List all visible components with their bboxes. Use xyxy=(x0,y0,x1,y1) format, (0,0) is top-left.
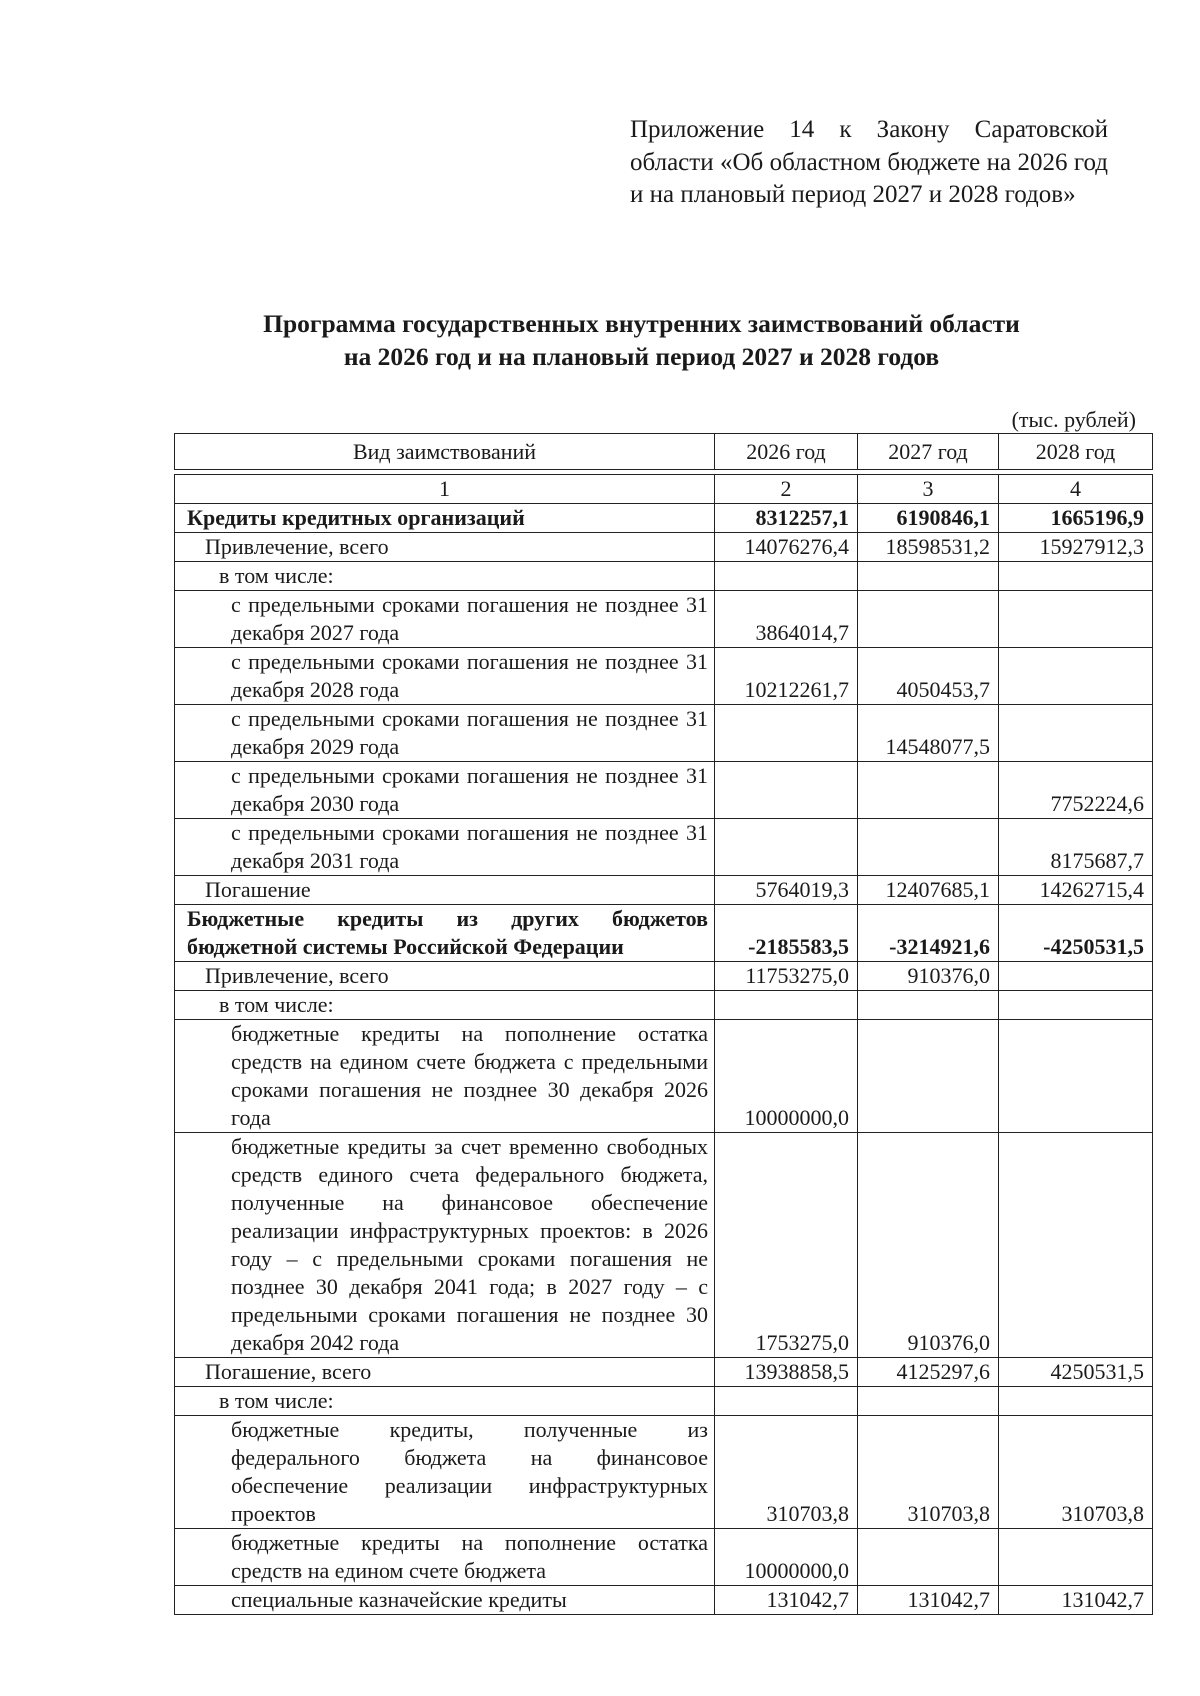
value-2028 xyxy=(999,591,1153,648)
title-line-1: Программа государственных внутренних заимствований области xyxy=(263,309,1020,338)
value-2028 xyxy=(999,962,1153,991)
table-row xyxy=(175,705,1153,762)
value-2026: 10212261,7 xyxy=(715,648,858,705)
column-number-row xyxy=(175,475,1153,504)
appendix-note: Приложение 14 к Закону Саратовской области «Об областном бюджете на 2026 год и на плановый период 2027 и 2028 годов» xyxy=(630,116,1108,208)
row-label: с предельными сроками погашения не позднее 31 декабря 2030 года xyxy=(175,762,715,819)
value-2028: 4250531,5 xyxy=(999,1358,1153,1387)
column-number: 1 xyxy=(175,475,715,504)
row-label: в том числе: xyxy=(175,1387,715,1416)
table-row xyxy=(175,819,1153,876)
table-row xyxy=(175,762,1153,819)
row-label: в том числе: xyxy=(175,991,715,1020)
value-2027: 310703,8 xyxy=(858,1416,999,1529)
value-2027: 131042,7 xyxy=(858,1586,999,1615)
table-row xyxy=(175,591,1153,648)
value-2027: 910376,0 xyxy=(858,962,999,991)
value-2027: 4050453,7 xyxy=(858,648,999,705)
value-2026: 11753275,0 xyxy=(715,962,858,991)
value-2026: -2185583,5 xyxy=(715,905,858,962)
value-2026: 8312257,1 xyxy=(715,504,858,533)
value-2028 xyxy=(999,562,1153,591)
title-line-2: на 2026 год и на плановый период 2027 и 2028 годов xyxy=(343,342,940,371)
column-number: 4 xyxy=(999,475,1153,504)
value-2026: 13938858,5 xyxy=(715,1358,858,1387)
value-2028 xyxy=(999,705,1153,762)
table-row xyxy=(175,533,1153,562)
value-2026: 310703,8 xyxy=(715,1416,858,1529)
row-label: Погашение, всего xyxy=(175,1358,715,1387)
header-type: Вид заимствований xyxy=(175,434,715,470)
value-2026: 3864014,7 xyxy=(715,591,858,648)
row-label: с предельными сроками погашения не позднее 31 декабря 2028 года xyxy=(175,648,715,705)
row-label: бюджетные кредиты, полученные из федерального бюджета на финансовое обеспечение реализации инфраструктурных проектов xyxy=(175,1416,715,1529)
value-2028 xyxy=(999,991,1153,1020)
row-label: с предельными сроками погашения не позднее 31 декабря 2031 года xyxy=(175,819,715,876)
value-2027 xyxy=(858,562,999,591)
value-2027: -3214921,6 xyxy=(858,905,999,962)
value-2028: 8175687,7 xyxy=(999,819,1153,876)
table-row xyxy=(175,991,1153,1020)
value-2027: 14548077,5 xyxy=(858,705,999,762)
table-row xyxy=(175,1586,1153,1615)
value-2026: 5764019,3 xyxy=(715,876,858,905)
table-row xyxy=(175,905,1153,962)
value-2028 xyxy=(999,1020,1153,1133)
row-label: Кредиты кредитных организаций xyxy=(175,504,715,533)
row-label: с предельными сроками погашения не позднее 31 декабря 2027 года xyxy=(175,591,715,648)
value-2027 xyxy=(858,1020,999,1133)
value-2027: 12407685,1 xyxy=(858,876,999,905)
value-2026 xyxy=(715,1387,858,1416)
value-2026 xyxy=(715,705,858,762)
borrowing-table xyxy=(174,433,1152,1615)
row-label: бюджетные кредиты на пополнение остатка средств на едином счете бюджета с предельными сроками погашения не позднее 30 декабря 2026 года xyxy=(175,1020,715,1133)
header-2028: 2028 год xyxy=(999,434,1153,470)
value-2026 xyxy=(715,762,858,819)
row-label: Привлечение, всего xyxy=(175,533,715,562)
column-number: 3 xyxy=(858,475,999,504)
units-label: (тыс. рублей) xyxy=(1011,407,1136,432)
value-2026 xyxy=(715,819,858,876)
table-row xyxy=(175,962,1153,991)
value-2028 xyxy=(999,1387,1153,1416)
table-row xyxy=(175,1358,1153,1387)
value-2028: 7752224,6 xyxy=(999,762,1153,819)
header-2026: 2026 год xyxy=(715,434,858,470)
value-2027 xyxy=(858,591,999,648)
value-2026: 10000000,0 xyxy=(715,1020,858,1133)
row-label: в том числе: xyxy=(175,562,715,591)
row-label: бюджетные кредиты на пополнение остатка средств на едином счете бюджета xyxy=(175,1529,715,1586)
table-header xyxy=(174,433,1153,470)
value-2028: 14262715,4 xyxy=(999,876,1153,905)
value-2027: 6190846,1 xyxy=(858,504,999,533)
value-2026 xyxy=(715,991,858,1020)
value-2028: 310703,8 xyxy=(999,1416,1153,1529)
value-2028: -4250531,5 xyxy=(999,905,1153,962)
value-2026: 10000000,0 xyxy=(715,1529,858,1586)
value-2027 xyxy=(858,1529,999,1586)
value-2028 xyxy=(999,1133,1153,1358)
value-2027: 910376,0 xyxy=(858,1133,999,1358)
value-2028 xyxy=(999,1529,1153,1586)
row-label: Привлечение, всего xyxy=(175,962,715,991)
table-row xyxy=(175,1529,1153,1586)
table-row xyxy=(175,876,1153,905)
table-row xyxy=(175,504,1153,533)
value-2027 xyxy=(858,819,999,876)
table-row xyxy=(175,562,1153,591)
value-2026: 14076276,4 xyxy=(715,533,858,562)
value-2028: 15927912,3 xyxy=(999,533,1153,562)
row-label: бюджетные кредиты за счет временно свободных средств единого счета федерального бюджета, полученные на финансовое обеспечение реализации инфраструктурных проектов: в 2026 году – с предельными сроками погашения не позднее 30 декабря 2041 года; в 2027 году – с предельными сроками погашения не позднее 30 декабря 2042 года xyxy=(175,1133,715,1358)
value-2028 xyxy=(999,648,1153,705)
value-2027: 18598531,2 xyxy=(858,533,999,562)
value-2027: 4125297,6 xyxy=(858,1358,999,1387)
table-row xyxy=(175,648,1153,705)
document-title xyxy=(150,307,1133,373)
value-2026: 1753275,0 xyxy=(715,1133,858,1358)
table-row xyxy=(175,1133,1153,1358)
value-2026: 131042,7 xyxy=(715,1586,858,1615)
table-row xyxy=(175,1020,1153,1133)
table-row xyxy=(175,1416,1153,1529)
row-label: Погашение xyxy=(175,876,715,905)
value-2027 xyxy=(858,991,999,1020)
table-row xyxy=(175,1387,1153,1416)
value-2028: 1665196,9 xyxy=(999,504,1153,533)
header-2027: 2027 год xyxy=(858,434,999,470)
row-label: специальные казначейские кредиты xyxy=(175,1586,715,1615)
row-label: Бюджетные кредиты из других бюджетов бюджетной системы Российской Федерации xyxy=(175,905,715,962)
value-2028: 131042,7 xyxy=(999,1586,1153,1615)
value-2026 xyxy=(715,562,858,591)
row-label: с предельными сроками погашения не позднее 31 декабря 2029 года xyxy=(175,705,715,762)
column-number: 2 xyxy=(715,475,858,504)
value-2027 xyxy=(858,762,999,819)
table-body xyxy=(174,474,1153,1615)
value-2027 xyxy=(858,1387,999,1416)
